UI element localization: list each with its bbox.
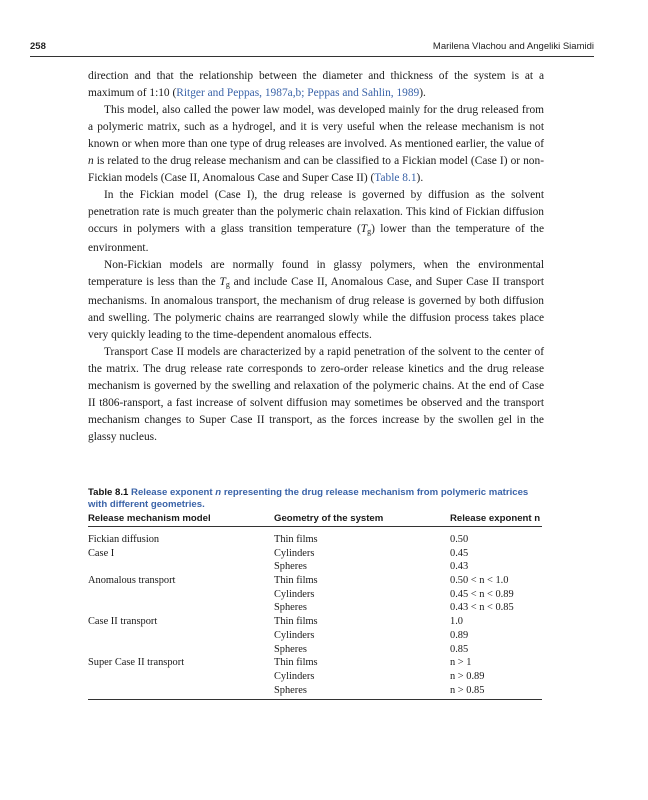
table-row bbox=[88, 560, 542, 574]
paragraph-2: This model, also called the power law model, was developed mainly for the drug released from a polymeric matrix, such as a hydrogel, and it is very useful when the release mechanism is not known or when more than one type of drug releases are involved. As mentioned earlier, the value of n is related to the drug release mechanism and can be classified to a Fickian model (Case I) or non-Fickian models (Case II, Anomalous Case and Super Case II) (Table 8.1). bbox=[88, 104, 544, 184]
table-row bbox=[88, 615, 542, 629]
table-cell: n > 1 bbox=[450, 657, 472, 669]
table-row bbox=[88, 643, 542, 657]
table-cell: 0.89 bbox=[450, 629, 469, 641]
running-header bbox=[30, 41, 594, 57]
table-row bbox=[88, 547, 542, 561]
table-cell: Cylinders bbox=[274, 670, 315, 682]
table-cell: Cylinders bbox=[274, 547, 315, 559]
citation-link[interactable]: Ritger and Peppas, 1987a,b; Peppas and Sahlin, 1989 bbox=[176, 87, 420, 99]
table-header-cell: Release mechanism model bbox=[88, 513, 211, 524]
table-cell: Thin films bbox=[274, 616, 318, 628]
table-cell: Spheres bbox=[274, 684, 307, 696]
table-cell: Fickian diffusion bbox=[88, 534, 160, 545]
table-cell: Spheres bbox=[274, 561, 307, 573]
table-row bbox=[88, 670, 542, 684]
table-cell: 1.0 bbox=[450, 616, 463, 628]
running-header-authors: Marilena Vlachou and Angeliki Siamidi bbox=[432, 41, 594, 52]
table-row bbox=[88, 574, 542, 588]
header-rule bbox=[30, 56, 594, 57]
paragraph-3: In the Fickian model (Case I), the drug release is governed by diffusion as the solvent penetration rate is much greater than the polymeric chain relaxation. This kind of Fickian diffusion occurs in polymers with a glass transition temperature $(T_g)$ lower than the temperature of the environment. bbox=[88, 189, 544, 254]
table-row bbox=[88, 684, 542, 698]
table-cell: Thin films bbox=[274, 575, 318, 587]
table-cell: Thin films bbox=[274, 657, 318, 669]
table-cell: 0.45 < n < 0.89 bbox=[450, 588, 514, 600]
table-cell: Case II transport bbox=[88, 616, 158, 628]
body-text bbox=[88, 68, 544, 446]
table-cell: 0.85 bbox=[450, 643, 469, 655]
table-cell: 0.45 bbox=[450, 547, 469, 559]
table-cell: 0.43 < n < 0.85 bbox=[450, 602, 514, 614]
table-row bbox=[88, 533, 542, 547]
release-exponent-table bbox=[88, 512, 542, 700]
page-number: 258 bbox=[30, 41, 46, 52]
table-header-row bbox=[88, 512, 542, 527]
table-cell: 0.50 bbox=[450, 534, 469, 545]
table-body bbox=[88, 527, 542, 700]
table-cell: 0.43 bbox=[450, 561, 469, 573]
table-row bbox=[88, 656, 542, 670]
table-cell: Spheres bbox=[274, 643, 307, 655]
table-row bbox=[88, 588, 542, 602]
table-cell: Cylinders bbox=[274, 629, 315, 641]
paragraph-5: Transport Case II models are characterized by a rapid penetration of the solvent to the center of the matrix. The drug release rate corresponds to zero-order release kinetics and the drug release mechanism is governed by the swelling and relaxation of the polymeric chains. At the end of Case II t806-ransport, a fast increase of solvent diffusion may sometimes be observed and the transport mechanism changes to Super Case II transport, as the forces increase by the swollen gel in the glassy nucleus. bbox=[88, 346, 544, 443]
table-row bbox=[88, 601, 542, 615]
table-cell: Spheres bbox=[274, 602, 307, 614]
table-cell: n > 0.89 bbox=[450, 670, 485, 682]
table-caption: Table 8.1 Release exponent n representing the drug release mechanism from polymeric matrices with different geometries. bbox=[88, 487, 529, 510]
table-cell: Cylinders bbox=[274, 588, 315, 600]
table-row bbox=[88, 629, 542, 643]
table-cell: Case I bbox=[88, 547, 115, 559]
paragraph-1: direction and that the relationship between the diameter and thickness of the system is at a maximum of 1:10 (Ritger and Peppas, 1987a,b; Peppas and Sahlin, 1989). bbox=[88, 70, 544, 99]
table-label: Table 8.1 bbox=[88, 487, 129, 498]
paragraph-4: Non-Fickian models are normally found in glassy polymers, when the environmental temperature is less than the $T_g$ and include Case II, Anomalous Case, and Super Case II transport mechanisms. In anomalous transport, the mechanism of drug release is governed by both diffusion and swelling. The polymeric chains are rearranged slowly while the diffusion process takes place very quickly leading to the time-dependent anomalous effects. bbox=[88, 259, 544, 341]
table-cell: 0.50 < n < 1.0 bbox=[450, 575, 509, 587]
table-reference-link[interactable]: Table 8.1 bbox=[374, 172, 417, 184]
table-cell: Super Case II transport bbox=[88, 657, 185, 669]
table-header-cell: Geometry of the system bbox=[274, 513, 384, 524]
table-cell: Anomalous transport bbox=[88, 575, 176, 587]
table-header-cell: Release exponent n bbox=[450, 513, 541, 524]
table-cell: Thin films bbox=[274, 534, 318, 545]
table-cell: n > 0.85 bbox=[450, 684, 485, 696]
